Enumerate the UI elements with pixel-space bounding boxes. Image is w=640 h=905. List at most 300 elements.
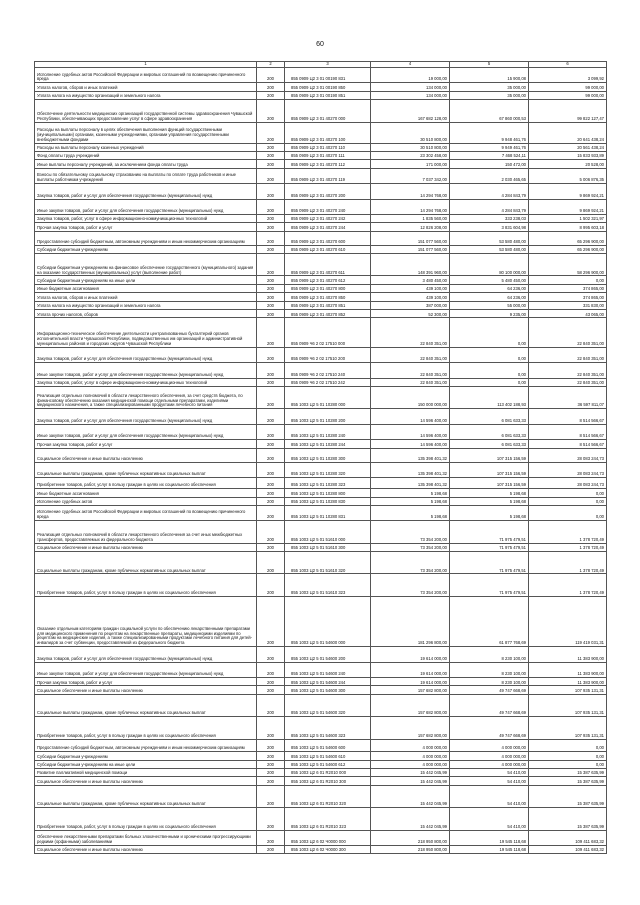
row-approved-amount: 14 294 768,00 [371, 184, 450, 199]
row-unexecuted-amount: 99 000,00 [529, 91, 607, 99]
table-row [35, 777, 607, 785]
row-approved-amount: 15 442 045,99 [371, 785, 450, 807]
row-executed-amount: 8 230 100,00 [450, 678, 529, 686]
row-line-code: 200 [257, 686, 285, 694]
table-row [35, 363, 607, 378]
row-approved-amount: 30 510 800,00 [371, 122, 450, 143]
table-row [35, 552, 607, 574]
row-approved-amount: 14 596 400,00 [371, 424, 450, 439]
table-row [35, 301, 607, 309]
row-classification-code: 855 1003 Ц2 6 01 R2010 000 [285, 768, 371, 776]
row-unexecuted-amount: 0,00 [529, 489, 607, 497]
row-executed-amount: 5 198,68 [450, 505, 529, 520]
row-approved-amount: 22 840 351,00 [371, 363, 450, 378]
row-line-code: 200 [257, 122, 285, 143]
row-line-code: 200 [257, 160, 285, 168]
row-line-code: 200 [257, 378, 285, 386]
row-classification-code: 855 0909 Ч6 2 02 17510 000 [285, 318, 371, 347]
column-header: 1 [35, 62, 257, 68]
row-approved-amount: 22 840 351,00 [371, 318, 450, 347]
row-name: Приобретение товаров, работ, услуг в пользу граждан в целях их социального обеспечения [35, 574, 257, 596]
row-line-code: 200 [257, 808, 285, 830]
row-line-code: 200 [257, 777, 285, 785]
row-line-code: 200 [257, 739, 285, 752]
row-executed-amount: 71 975 479,51 [450, 521, 529, 543]
row-approved-amount: 151 077 560,00 [371, 245, 450, 253]
table-row [35, 100, 607, 122]
row-approved-amount: 134 000,00 [371, 83, 450, 91]
row-line-code: 200 [257, 424, 285, 439]
row-unexecuted-amount: 11 383 900,00 [529, 662, 607, 677]
row-name: Социальное обеспечение и иные выплаты населению [35, 448, 257, 462]
row-unexecuted-amount: 65 296 900,00 [529, 245, 607, 253]
row-classification-code: 855 1003 Ц2 6 01 R2010 300 [285, 777, 371, 785]
row-unexecuted-amount: 0,00 [529, 752, 607, 760]
table-row [35, 424, 607, 439]
row-name: Закупка товаров, работ и услуг для обеспечения государственных (муниципальных) нужд [35, 409, 257, 424]
table-row [35, 760, 607, 768]
row-approved-amount: 135 398 401,32 [371, 477, 450, 488]
table-row [35, 386, 607, 408]
row-executed-amount: 64 236,00 [450, 293, 529, 301]
row-line-code: 200 [257, 151, 285, 159]
row-classification-code: 855 0909 Ц2 3 01 40270 112 [285, 160, 371, 168]
column-header: 5 [450, 62, 529, 68]
row-line-code: 200 [257, 678, 285, 686]
table-row [35, 686, 607, 694]
row-approved-amount: 23 302 458,00 [371, 151, 450, 159]
row-name: Приобретение товаров, работ, услуг в пользу граждан в целях их социального обеспечения [35, 477, 257, 488]
row-executed-amount: 71 975 479,51 [450, 552, 529, 574]
row-approved-amount: 167 682 128,00 [371, 100, 450, 122]
row-executed-amount: 107 315 156,59 [450, 477, 529, 488]
row-classification-code: 855 1003 Ц2 5 01 10280 800 [285, 489, 371, 497]
column-header: 2 [257, 62, 285, 68]
row-approved-amount: 218 950 800,00 [371, 830, 450, 845]
row-executed-amount: 7 468 524,11 [450, 151, 529, 159]
table-row [35, 68, 607, 83]
row-approved-amount: 387 000,00 [371, 301, 450, 309]
row-classification-code: 855 0909 Ц2 3 01 40270 850 [285, 293, 371, 301]
table-row [35, 752, 607, 760]
column-header: 6 [529, 62, 607, 68]
row-name: Иные бюджетные ассигнования [35, 284, 257, 292]
row-unexecuted-amount: 0,00 [529, 276, 607, 284]
row-approved-amount: 19 614 000,00 [371, 647, 450, 662]
row-unexecuted-amount: 22 840 351,00 [529, 318, 607, 347]
row-line-code: 200 [257, 647, 285, 662]
row-unexecuted-amount: 374 865,00 [529, 293, 607, 301]
row-executed-amount: 64 236,00 [450, 284, 529, 292]
table-row [35, 199, 607, 214]
row-executed-amount: 8 230 100,00 [450, 647, 529, 662]
row-executed-amount: 4 284 843,79 [450, 184, 529, 199]
row-executed-amount: 53 580 480,00 [450, 245, 529, 253]
row-name: Уплата налога на имущество организаций и земельного налога [35, 91, 257, 99]
row-name: Исполнение судебных актов [35, 497, 257, 505]
row-name: Иные бюджетные ассигнования [35, 489, 257, 497]
table-row [35, 310, 607, 318]
row-executed-amount: 71 975 479,51 [450, 543, 529, 551]
row-unexecuted-amount: 109 411 683,32 [529, 830, 607, 845]
row-approved-amount: 439 100,00 [371, 293, 450, 301]
row-classification-code: 855 1003 Ц2 6 01 R2010 320 [285, 785, 371, 807]
row-name: Иные закупки товаров, работ и услуг для обеспечения государственных (муниципальных) нужд [35, 199, 257, 214]
row-line-code: 200 [257, 409, 285, 424]
row-approved-amount: 439 100,00 [371, 284, 450, 292]
table-row [35, 662, 607, 677]
row-approved-amount: 4 000 000,00 [371, 739, 450, 752]
row-executed-amount: 54 410,00 [450, 785, 529, 807]
row-approved-amount: 1 835 560,00 [371, 214, 450, 222]
row-unexecuted-amount: 58 296 900,00 [529, 254, 607, 276]
row-approved-amount: 73 354 200,00 [371, 552, 450, 574]
row-classification-code: 855 1003 Ц2 6 02 Ч0000 300 [285, 845, 371, 853]
row-approved-amount: 14 596 400,00 [371, 409, 450, 424]
row-classification-code: 855 0909 Ч6 2 02 17510 240 [285, 363, 371, 378]
row-unexecuted-amount: 43 065,00 [529, 310, 607, 318]
row-approved-amount: 181 296 800,00 [371, 596, 450, 646]
table-row [35, 184, 607, 199]
row-executed-amount: 107 315 156,59 [450, 448, 529, 462]
row-executed-amount: 0,00 [450, 363, 529, 378]
row-name: Социальные выплаты гражданам, кроме публичных нормативных социальных выплат [35, 552, 257, 574]
row-line-code: 200 [257, 284, 285, 292]
row-classification-code: 855 0909 Ц2 3 01 40270 119 [285, 168, 371, 183]
row-name: Предоставление субсидий бюджетным, автономным учреждениям и иным некоммерческим организациям [35, 231, 257, 245]
row-line-code: 200 [257, 386, 285, 408]
row-line-code: 200 [257, 100, 285, 122]
row-approved-amount: 4 000 000,00 [371, 760, 450, 768]
row-unexecuted-amount: 1 378 720,49 [529, 574, 607, 596]
row-name: Исполнение судебных актов Российской Федерации и мировых соглашений по возмещению причиненного вреда [35, 68, 257, 83]
row-name: Предоставление субсидий бюджетным, автономным учреждениям и иным некоммерческим организациям [35, 739, 257, 752]
row-unexecuted-amount: 11 383 900,00 [529, 647, 607, 662]
row-line-code: 200 [257, 543, 285, 551]
table-row [35, 596, 607, 646]
row-unexecuted-amount: 1 378 720,49 [529, 552, 607, 574]
row-classification-code: 855 0909 Ц2 3 01 00190 850 [285, 83, 371, 91]
row-name: Приобретение товаров, работ, услуг в пользу граждан в целях их социального обеспечения [35, 808, 257, 830]
row-classification-code: 855 0909 Ц2 3 01 40270 111 [285, 151, 371, 159]
row-classification-code: 855 1003 Ц2 6 02 Ч0000 000 [285, 830, 371, 845]
row-line-code: 200 [257, 347, 285, 362]
row-executed-amount: 8 230 100,00 [450, 662, 529, 677]
row-line-code: 200 [257, 505, 285, 520]
table-row [35, 223, 607, 231]
row-unexecuted-amount: 15 387 635,99 [529, 777, 607, 785]
row-approved-amount: 22 840 351,00 [371, 347, 450, 362]
row-executed-amount: 54 410,00 [450, 777, 529, 785]
row-classification-code: 855 0909 Ц2 3 01 00190 831 [285, 68, 371, 83]
row-classification-code: 855 1003 Ц2 5 01 54600 000 [285, 596, 371, 646]
row-approved-amount: 134 000,00 [371, 91, 450, 99]
row-approved-amount: 135 398 401,32 [371, 448, 450, 462]
row-line-code: 200 [257, 662, 285, 677]
row-approved-amount: 3 480 450,00 [371, 276, 450, 284]
row-unexecuted-amount: 9 869 924,21 [529, 184, 607, 199]
row-executed-amount: 55 000,00 [450, 301, 529, 309]
row-executed-amount: 5 198,68 [450, 489, 529, 497]
row-line-code: 200 [257, 143, 285, 151]
row-approved-amount: 171 000,00 [371, 160, 450, 168]
row-executed-amount: 2 030 465,65 [450, 168, 529, 183]
row-unexecuted-amount: 1 378 720,49 [529, 521, 607, 543]
row-unexecuted-amount: 28 083 244,73 [529, 477, 607, 488]
row-name: Реализация отдельных полномочий в области лекарственного обеспечения за счет иных межбюджетных трансфертов, предоставляемых из федерального бюджета [35, 521, 257, 543]
table-row [35, 845, 607, 853]
row-line-code: 200 [257, 214, 285, 222]
row-line-code: 200 [257, 440, 285, 448]
row-name: Закупка товаров, работ, услуг в сфере информационно-коммуникационных технологий [35, 214, 257, 222]
row-name: Приобретение товаров, работ, услуг в пользу граждан в целях их социального обеспечения [35, 717, 257, 739]
row-line-code: 200 [257, 231, 285, 245]
table-row [35, 151, 607, 159]
table-row [35, 409, 607, 424]
row-classification-code: 855 1003 Ц2 5 01 10280 200 [285, 409, 371, 424]
row-classification-code: 855 1003 Ц2 5 01 54600 323 [285, 717, 371, 739]
row-classification-code: 855 0909 Ц2 3 01 40270 244 [285, 223, 371, 231]
row-unexecuted-amount: 107 935 131,31 [529, 717, 607, 739]
row-classification-code: 855 0909 Ц2 3 01 40270 242 [285, 214, 371, 222]
row-name: Уплата налога на имущество организаций и земельного налога [35, 301, 257, 309]
row-approved-amount: 15 442 045,99 [371, 808, 450, 830]
row-approved-amount: 157 682 800,00 [371, 717, 450, 739]
row-classification-code: 855 0909 Ц2 3 01 40270 800 [285, 284, 371, 292]
row-executed-amount: 54 410,00 [450, 808, 529, 830]
row-classification-code: 855 0909 Ц2 3 01 40270 200 [285, 184, 371, 199]
table-row [35, 254, 607, 276]
row-classification-code: 855 1003 Ц2 5 01 51610 000 [285, 521, 371, 543]
row-approved-amount: 19 614 000,00 [371, 678, 450, 686]
row-executed-amount: 35 000,00 [450, 91, 529, 99]
row-line-code: 200 [257, 521, 285, 543]
table-row [35, 574, 607, 596]
row-classification-code: 855 0909 Ц2 3 01 40270 612 [285, 276, 371, 284]
budget-table [34, 61, 607, 854]
row-line-code: 200 [257, 68, 285, 83]
row-unexecuted-amount: 0,00 [529, 497, 607, 505]
row-classification-code: 855 0909 Ц2 3 01 40270 110 [285, 143, 371, 151]
row-classification-code: 855 0909 Ц2 3 01 00190 851 [285, 91, 371, 99]
row-name: Социальное обеспечение и иные выплаты населению [35, 686, 257, 694]
table-row [35, 168, 607, 183]
row-line-code: 200 [257, 768, 285, 776]
row-name: Прочая закупка товаров, работ и услуг [35, 678, 257, 686]
table-row [35, 505, 607, 520]
table-row [35, 678, 607, 686]
row-unexecuted-amount: 28 083 244,73 [529, 448, 607, 462]
row-executed-amount: 3 831 604,98 [450, 223, 529, 231]
table-row [35, 122, 607, 143]
table-row [35, 245, 607, 253]
row-unexecuted-amount: 119 419 031,31 [529, 596, 607, 646]
row-unexecuted-amount: 107 935 131,31 [529, 694, 607, 716]
row-line-code: 200 [257, 845, 285, 853]
row-line-code: 200 [257, 552, 285, 574]
row-name: Оказание отдельным категориям граждан социальной услуги по обеспечению лекарственными препаратами для медицинского применения по рецептам на лекарственные препараты, медицинскими изделиями по рецептам на медицинские изделия, а также специализированными продуктами лечебного питания для детей-инвалидов за счет субвенции, предоставляемой из федерального бюджета [35, 596, 257, 646]
row-classification-code: 855 1003 Ц2 5 01 54600 300 [285, 686, 371, 694]
row-approved-amount: 5 198,68 [371, 505, 450, 520]
table-row [35, 143, 607, 151]
row-line-code: 200 [257, 462, 285, 477]
row-classification-code: 855 0909 Ч6 2 02 17510 242 [285, 378, 371, 386]
row-line-code: 200 [257, 83, 285, 91]
row-unexecuted-amount: 9 869 924,21 [529, 199, 607, 214]
row-executed-amount: 9 948 461,76 [450, 122, 529, 143]
row-classification-code: 855 0909 Ц2 3 01 40270 610 [285, 245, 371, 253]
row-executed-amount: 113 402 188,93 [450, 386, 529, 408]
row-classification-code: 855 1003 Ц2 5 01 51610 323 [285, 574, 371, 596]
row-line-code: 200 [257, 785, 285, 807]
table-row [35, 231, 607, 245]
row-name: Уплата налогов, сборов и иных платежей [35, 293, 257, 301]
row-line-code: 200 [257, 497, 285, 505]
table-row [35, 768, 607, 776]
row-line-code: 200 [257, 245, 285, 253]
row-unexecuted-amount: 20 528,00 [529, 160, 607, 168]
row-approved-amount: 73 354 200,00 [371, 521, 450, 543]
row-name: Фонд оплаты труда учреждений [35, 151, 257, 159]
row-unexecuted-amount: 11 383 900,00 [529, 678, 607, 686]
row-unexecuted-amount: 15 387 635,99 [529, 808, 607, 830]
row-name: Исполнение судебных актов Российской Федерации и мировых соглашений по возмещению причиненного вреда [35, 505, 257, 520]
row-executed-amount: 4 000 000,00 [450, 760, 529, 768]
row-name: Субсидии бюджетным учреждениям на иные цели [35, 276, 257, 284]
row-unexecuted-amount: 8 995 603,18 [529, 223, 607, 231]
row-unexecuted-amount: 22 840 351,00 [529, 347, 607, 362]
row-classification-code: 855 1003 Ц2 5 01 54600 612 [285, 760, 371, 768]
table-row [35, 214, 607, 222]
row-approved-amount: 12 826 208,00 [371, 223, 450, 231]
row-executed-amount: 49 747 668,69 [450, 686, 529, 694]
row-line-code: 200 [257, 168, 285, 183]
row-executed-amount: 71 975 479,51 [450, 574, 529, 596]
row-approved-amount: 5 198,68 [371, 497, 450, 505]
row-line-code: 200 [257, 223, 285, 231]
row-line-code: 200 [257, 596, 285, 646]
row-name: Иные закупки товаров, работ и услуг для обеспечения государственных (муниципальных) нужд [35, 662, 257, 677]
row-executed-amount: 5 198,68 [450, 497, 529, 505]
row-name: Социальные выплаты гражданам, кроме публичных нормативных социальных выплат [35, 462, 257, 477]
row-unexecuted-amount: 0,00 [529, 760, 607, 768]
row-line-code: 200 [257, 276, 285, 284]
row-executed-amount: 19 545 118,68 [450, 845, 529, 853]
table-row [35, 477, 607, 488]
row-executed-amount: 53 580 480,00 [450, 231, 529, 245]
table-row [35, 808, 607, 830]
row-classification-code: 855 0909 Ц2 3 01 40270 000 [285, 100, 371, 122]
row-executed-amount: 0,00 [450, 318, 529, 347]
table-row [35, 489, 607, 497]
row-name: Реализация отдельных полномочий в области лекарственного обеспечения, за счет средств бюджета, по финансовому обеспечению оказания медицинской помощи отдельными препаратами, изделиями медицинского назначения, а также специализированными продуктами лечебного питания [35, 386, 257, 408]
table-row [35, 378, 607, 386]
row-executed-amount: 19 545 118,68 [450, 830, 529, 845]
row-line-code: 200 [257, 254, 285, 276]
row-unexecuted-amount: 20 561 438,24 [529, 143, 607, 151]
table-row [35, 694, 607, 716]
table-row [35, 160, 607, 168]
row-classification-code: 855 1003 Ц2 5 01 54600 200 [285, 647, 371, 662]
row-approved-amount: 157 682 800,00 [371, 694, 450, 716]
row-unexecuted-amount: 8 514 566,67 [529, 440, 607, 448]
table-row [35, 293, 607, 301]
table-row [35, 448, 607, 462]
table-row [35, 91, 607, 99]
row-unexecuted-amount: 15 833 933,89 [529, 151, 607, 159]
row-classification-code: 855 0909 Ц2 3 01 40270 240 [285, 199, 371, 214]
row-name: Иные выплаты персоналу учреждений, за исключением фонда оплаты труда [35, 160, 257, 168]
row-line-code: 200 [257, 363, 285, 378]
row-executed-amount: 49 747 668,69 [450, 717, 529, 739]
row-name: Социальное обеспечение и иные выплаты населению [35, 543, 257, 551]
row-executed-amount: 49 747 668,69 [450, 694, 529, 716]
row-classification-code: 855 1003 Ц2 5 01 10280 320 [285, 462, 371, 477]
row-approved-amount: 15 442 045,99 [371, 768, 450, 776]
row-approved-amount: 5 198,68 [371, 489, 450, 497]
table-row [35, 521, 607, 543]
row-classification-code: 855 1003 Ц2 5 01 54600 600 [285, 739, 371, 752]
row-name: Взносы по обязательному социальному страхованию на выплаты по оплате труда работников и иные выплаты работникам учреждений [35, 168, 257, 183]
row-name: Информационно-техническое обеспечение деятельности централизованных бухгалтерий органов исполнительной власти Чувашской Республики, подведомственных им организаций и административной муниципальных районов и городских округов Чувашской Республики [35, 318, 257, 347]
row-classification-code: 855 1003 Ц2 5 01 10280 831 [285, 505, 371, 520]
row-approved-amount: 19 000,00 [371, 68, 450, 83]
row-line-code: 200 [257, 574, 285, 596]
page-number: 60 [316, 41, 324, 48]
row-name: Прочая закупка товаров, работ и услуг [35, 440, 257, 448]
table-row [35, 497, 607, 505]
row-unexecuted-amount: 3 099,92 [529, 68, 607, 83]
row-line-code: 200 [257, 301, 285, 309]
table-row [35, 284, 607, 292]
row-line-code: 200 [257, 199, 285, 214]
row-approved-amount: 218 950 800,00 [371, 845, 450, 853]
row-unexecuted-amount: 8 514 566,67 [529, 409, 607, 424]
row-name: Субсидии бюджетным учреждениям на финансовое обеспечение государственного (муниципального) задания на оказание государственных (муниципальных) услуг (выполнение работ) [35, 254, 257, 276]
row-unexecuted-amount: 0,00 [529, 505, 607, 520]
row-approved-amount: 52 300,00 [371, 310, 450, 318]
row-executed-amount: 4 284 843,79 [450, 199, 529, 214]
row-executed-amount: 61 877 768,69 [450, 596, 529, 646]
row-executed-amount: 54 410,00 [450, 768, 529, 776]
row-line-code: 200 [257, 310, 285, 318]
row-classification-code: 855 1003 Ц2 5 01 10280 323 [285, 477, 371, 488]
row-name: Иные закупки товаров, работ и услуг для обеспечения государственных (муниципальных) нужд [35, 424, 257, 439]
row-name: Социальное обеспечение и иные выплаты населению [35, 777, 257, 785]
row-line-code: 200 [257, 489, 285, 497]
row-executed-amount: 0,00 [450, 347, 529, 362]
row-line-code: 200 [257, 184, 285, 199]
row-classification-code: 855 0909 Ц2 3 01 40270 852 [285, 310, 371, 318]
table-row [35, 462, 607, 477]
row-approved-amount: 4 000 000,00 [371, 752, 450, 760]
row-unexecuted-amount: 99 822 127,47 [529, 100, 607, 122]
row-executed-amount: 5 480 450,00 [450, 276, 529, 284]
row-approved-amount: 19 614 000,00 [371, 662, 450, 677]
row-unexecuted-amount: 22 840 351,00 [529, 378, 607, 386]
row-approved-amount: 135 398 401,32 [371, 462, 450, 477]
row-line-code: 200 [257, 717, 285, 739]
row-line-code: 200 [257, 91, 285, 99]
row-name: Обеспечение деятельности медицинских организаций государственной системы здравоохранения Чувашской Республики, обеспечивающих предоставление услуг в сфере здравоохранения [35, 100, 257, 122]
row-unexecuted-amount: 107 935 131,31 [529, 686, 607, 694]
row-classification-code: 855 1003 Ц2 5 01 10280 000 [285, 386, 371, 408]
row-executed-amount: 0,00 [450, 378, 529, 386]
row-name: Иные закупки товаров, работ и услуг для обеспечения государственных (муниципальных) нужд [35, 363, 257, 378]
row-unexecuted-amount: 22 840 351,00 [529, 363, 607, 378]
table-row [35, 739, 607, 752]
row-executed-amount: 107 315 156,59 [450, 462, 529, 477]
